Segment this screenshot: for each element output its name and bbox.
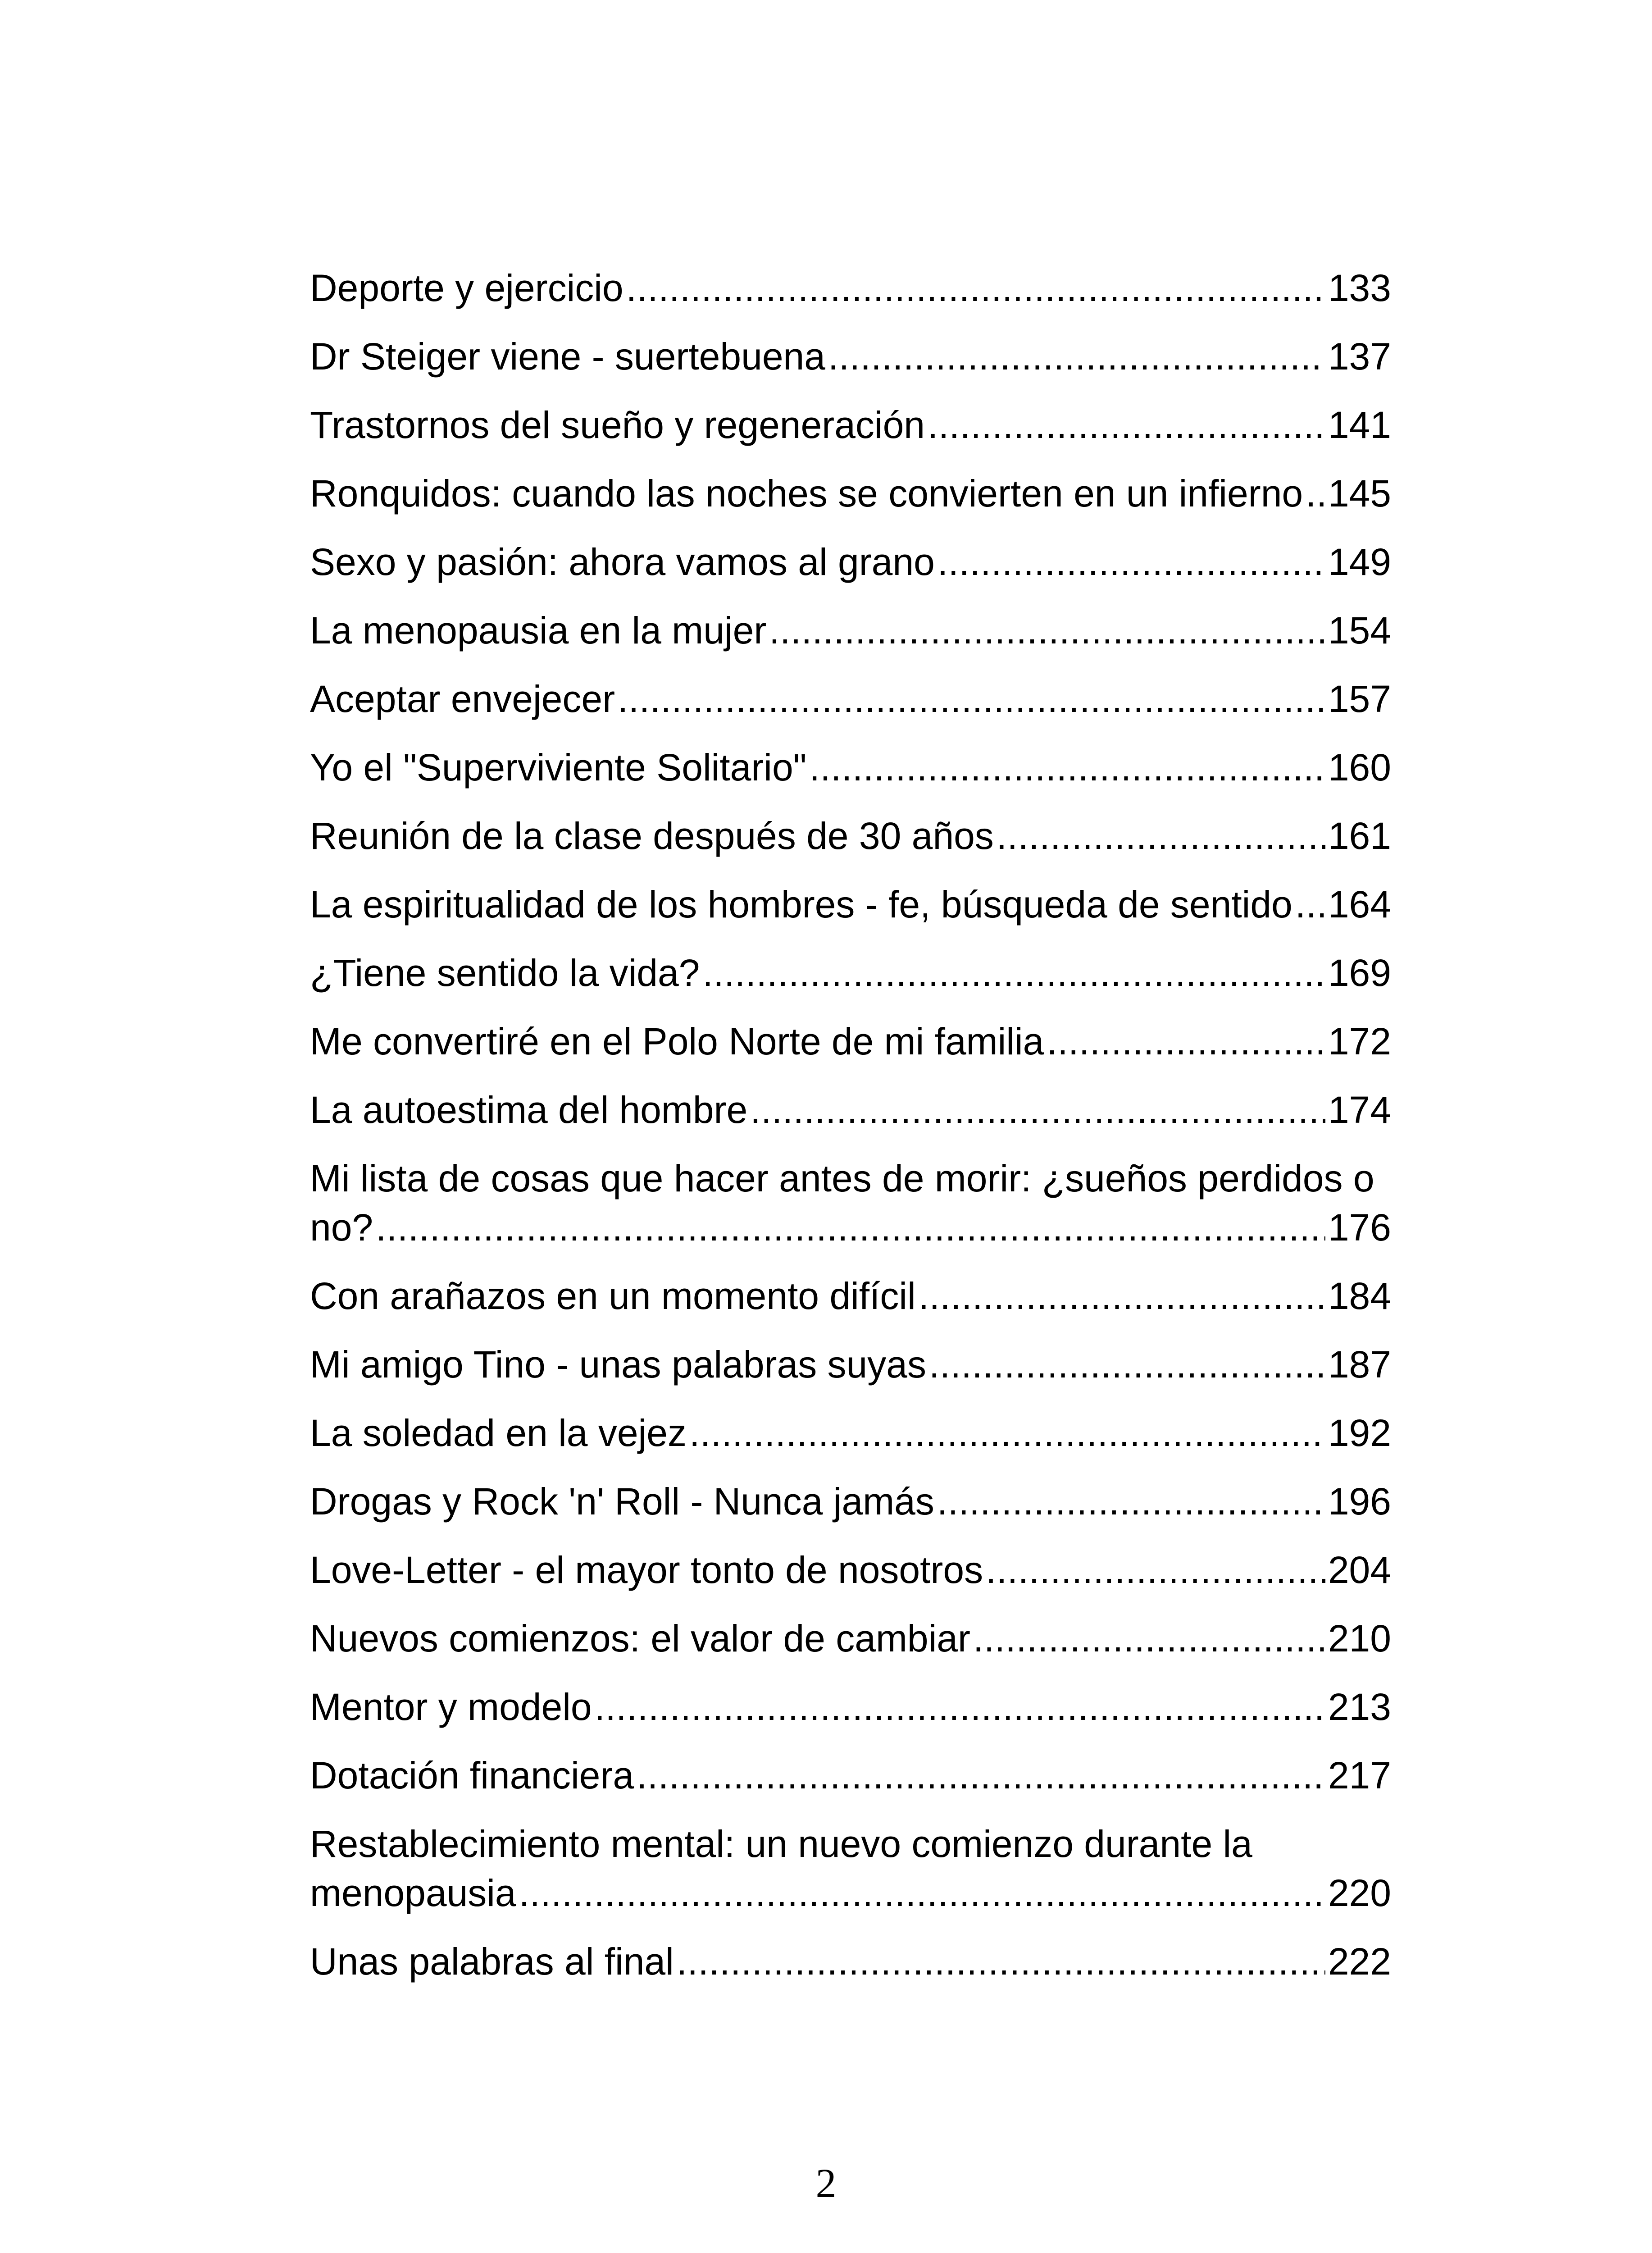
dot-leader xyxy=(997,812,1325,861)
toc-entry[interactable] xyxy=(310,1085,1391,1135)
toc-entry-page: 149 xyxy=(1328,541,1391,583)
toc-entry-title: Aceptar envejecer xyxy=(310,678,615,720)
toc-entry[interactable] xyxy=(310,1820,1391,1918)
dot-leader xyxy=(937,538,1325,587)
toc-entry-page: 172 xyxy=(1328,1020,1391,1063)
dot-leader xyxy=(986,1546,1325,1595)
toc-entry-title: Con arañazos en un momento difícil xyxy=(310,1275,916,1317)
toc-entry-line-2 xyxy=(310,1869,1391,1918)
toc-entry-page: 169 xyxy=(1328,952,1391,994)
toc-entry-title: Mi amigo Tino - unas palabras suyas xyxy=(310,1343,926,1386)
dot-leader xyxy=(828,332,1325,381)
toc-entry-page: 133 xyxy=(1328,267,1391,309)
toc-entry-title: Dotación financiera xyxy=(310,1754,634,1797)
toc-entry[interactable] xyxy=(310,880,1391,929)
dot-leader xyxy=(376,1203,1325,1252)
dot-leader xyxy=(637,1751,1325,1800)
toc-entry-title-line-2: no? xyxy=(310,1206,373,1249)
dot-leader xyxy=(1295,880,1325,929)
toc-entry-title: Reunión de la clase después de 30 años xyxy=(310,815,994,857)
dot-leader xyxy=(626,264,1325,313)
dot-leader xyxy=(919,1272,1325,1321)
toc-entry-title: Trastornos del sueño y regeneración xyxy=(310,404,925,446)
toc-entry-title-line-2: menopausia xyxy=(310,1872,516,1914)
toc-entry-title: ¿Tiene sentido la vida? xyxy=(310,952,700,994)
toc-entry[interactable] xyxy=(310,743,1391,792)
toc-entry-title: La soledad en la vejez xyxy=(310,1412,687,1454)
toc-entry-title: Drogas y Rock 'n' Roll - Nunca jamás xyxy=(310,1480,934,1523)
toc-entry-page: 204 xyxy=(1328,1549,1391,1591)
toc-entry-page: 187 xyxy=(1328,1343,1391,1386)
toc-entry-page: 210 xyxy=(1328,1617,1391,1660)
toc-entry[interactable] xyxy=(310,332,1391,381)
toc-entry-page: 220 xyxy=(1328,1872,1391,1914)
toc-entry[interactable] xyxy=(310,1154,1391,1252)
toc-entry[interactable] xyxy=(310,1409,1391,1458)
toc-entry-title-line-1: Mi lista de cosas que hacer antes de morir: ¿sueños perdidos o xyxy=(310,1157,1374,1199)
toc-entry[interactable] xyxy=(310,1340,1391,1389)
toc-entry[interactable] xyxy=(310,469,1391,518)
toc-entry-title: Love-Letter - el mayor tonto de nosotros xyxy=(310,1549,983,1591)
toc-entry[interactable] xyxy=(310,1017,1391,1066)
toc-entry-page: 137 xyxy=(1328,335,1391,378)
toc-entry-page: 184 xyxy=(1328,1275,1391,1317)
dot-leader xyxy=(973,1614,1325,1663)
toc-entry-page: 161 xyxy=(1328,815,1391,857)
dot-leader xyxy=(519,1869,1325,1918)
toc-entry-page: 192 xyxy=(1328,1412,1391,1454)
toc-entry[interactable] xyxy=(310,1477,1391,1526)
toc-entry[interactable] xyxy=(310,1272,1391,1321)
toc-entry[interactable] xyxy=(310,401,1391,450)
dot-leader xyxy=(929,1340,1325,1389)
toc-entry-page: 157 xyxy=(1328,678,1391,720)
toc-entry[interactable] xyxy=(310,606,1391,655)
toc-entry-page: 196 xyxy=(1328,1480,1391,1523)
dot-leader xyxy=(677,1937,1325,1986)
toc-entry-page: 174 xyxy=(1328,1089,1391,1131)
table-of-contents xyxy=(310,264,1391,2006)
toc-entry[interactable] xyxy=(310,949,1391,998)
toc-entry[interactable] xyxy=(310,1683,1391,1732)
toc-entry-title: Sexo y pasión: ahora vamos al grano xyxy=(310,541,935,583)
toc-entry-page: 217 xyxy=(1328,1754,1391,1797)
toc-entry-line-2 xyxy=(310,1203,1391,1252)
dot-leader xyxy=(1306,469,1325,518)
dot-leader xyxy=(928,401,1325,450)
toc-entry-page: 160 xyxy=(1328,746,1391,789)
toc-entry-page: 176 xyxy=(1328,1206,1391,1249)
toc-entry-title: La espiritualidad de los hombres - fe, búsqueda de sentido xyxy=(310,883,1292,926)
toc-entry[interactable] xyxy=(310,1614,1391,1663)
dot-leader xyxy=(769,606,1325,655)
toc-entry-page: 154 xyxy=(1328,609,1391,652)
toc-entry[interactable] xyxy=(310,1937,1391,1986)
toc-entry[interactable] xyxy=(310,675,1391,724)
toc-entry-page: 164 xyxy=(1328,883,1391,926)
toc-entry-page: 141 xyxy=(1328,404,1391,446)
toc-entry-title: Yo el "Superviviente Solitario" xyxy=(310,746,807,789)
toc-entry-title: Unas palabras al final xyxy=(310,1940,674,1983)
toc-entry-title: Dr Steiger viene - suertebuena xyxy=(310,335,825,378)
toc-entry[interactable] xyxy=(310,812,1391,861)
dot-leader xyxy=(750,1085,1325,1135)
toc-entry-title-line-1: Restablecimiento mental: un nuevo comienzo durante la xyxy=(310,1823,1252,1865)
dot-leader xyxy=(689,1409,1325,1458)
toc-entry[interactable] xyxy=(310,1751,1391,1800)
toc-entry-title: Deporte y ejercicio xyxy=(310,267,623,309)
page-number: 2 xyxy=(815,2160,837,2206)
toc-entry-title: La menopausia en la mujer xyxy=(310,609,767,652)
dot-leader xyxy=(595,1683,1325,1732)
dot-leader xyxy=(937,1477,1325,1526)
toc-entry[interactable] xyxy=(310,1546,1391,1595)
dot-leader xyxy=(1047,1017,1325,1066)
toc-entry[interactable] xyxy=(310,264,1391,313)
dot-leader xyxy=(618,675,1325,724)
toc-entry-title: Nuevos comienzos: el valor de cambiar xyxy=(310,1617,970,1660)
toc-entry-title: Mentor y modelo xyxy=(310,1686,592,1728)
toc-entry-page: 145 xyxy=(1328,472,1391,515)
toc-entry[interactable] xyxy=(310,538,1391,587)
toc-entry-title: La autoestima del hombre xyxy=(310,1089,748,1131)
toc-entry-title: Me convertiré en el Polo Norte de mi familia xyxy=(310,1020,1044,1063)
toc-entry-page: 222 xyxy=(1328,1940,1391,1983)
dot-leader xyxy=(810,743,1325,792)
toc-entry-title: Ronquidos: cuando las noches se convierten en un infierno xyxy=(310,472,1303,515)
toc-entry-page: 213 xyxy=(1328,1686,1391,1728)
dot-leader xyxy=(702,949,1325,998)
